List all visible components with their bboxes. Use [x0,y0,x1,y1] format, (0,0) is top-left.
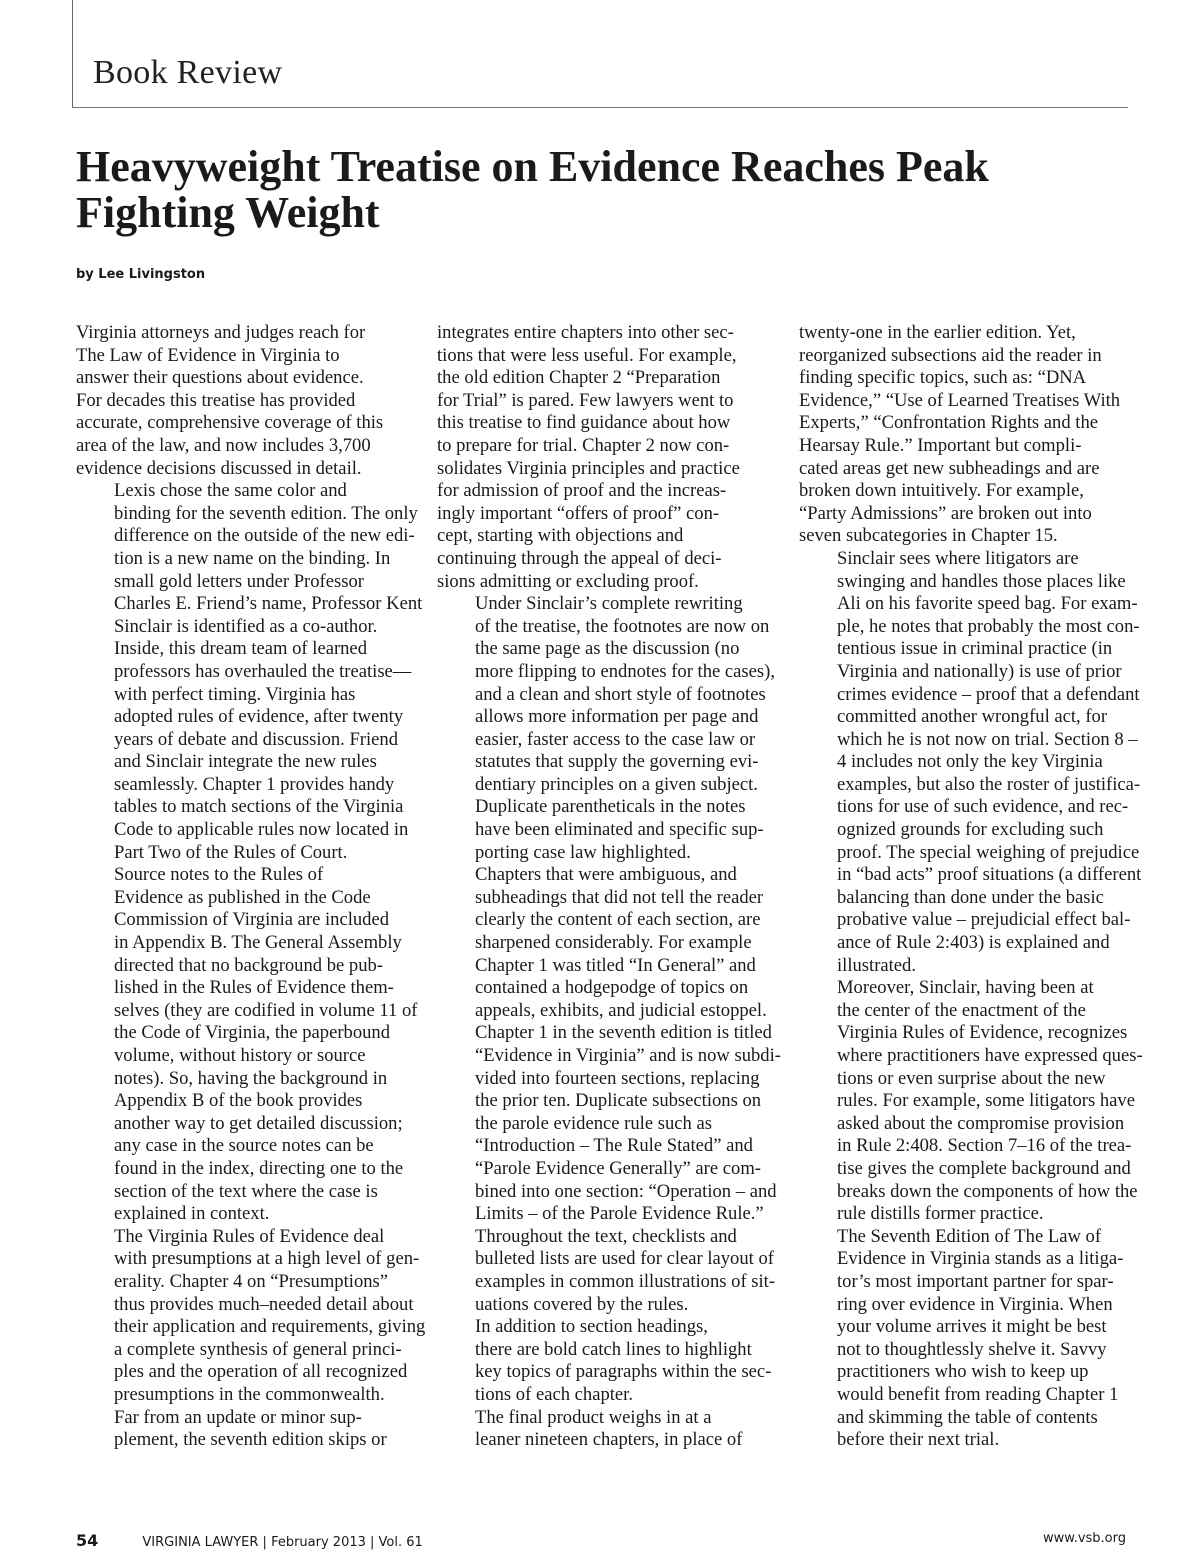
text-line: tion is a new name on the binding. In [114,547,391,569]
text-line: dentiary principles on a given subject. [475,773,758,795]
text-line: evidence decisions discussed in detail. [76,457,362,479]
article-paragraph [437,864,781,1226]
text-line: Evidence in Virginia stands as a litiga- [837,1248,1124,1270]
text-line: tions or even surprise about the new [837,1067,1106,1089]
text-line: asked about the compromise provision [837,1112,1125,1134]
text-line: of the treatise, the footnotes are now on [475,615,770,637]
website-url: www.vsb.org [1042,1531,1126,1546]
text-line: tentious issue in criminal practice (in [837,638,1113,660]
text-line: ognized grounds for excluding such [837,819,1104,841]
text-line: 4 includes not only the key Virginia [837,751,1103,773]
text-line: bined into one section: “Operation – and [475,1180,777,1202]
article-byline: by Lee Livingston [76,267,206,282]
text-line: in Rule 2:408. Section 7–16 of the trea- [837,1135,1132,1157]
text-line: erality. Chapter 4 on “Presumptions” [114,1270,389,1292]
text-line: Commission of Virginia are included [114,909,390,931]
text-line: plement, the seventh edition skips or [114,1429,387,1451]
text-line: Inside, this dream team of learned [114,638,367,660]
text-line: Evidence as published in the Code [114,886,371,908]
text-line: small gold letters under Professor [114,570,364,592]
text-line: broken down intuitively. For example, [799,480,1084,502]
text-line: Moreover, Sinclair, having been at [837,977,1094,999]
text-line: seamlessly. Chapter 1 provides handy [114,773,395,795]
text-line: ring over evidence in Virginia. When [837,1293,1113,1315]
text-line: rule distills former practice. [837,1203,1044,1225]
text-line: “Evidence in Virginia” and is now subdi- [475,1045,781,1066]
article-paragraph [76,864,418,1226]
text-line: directed that no background be pub- [114,954,384,976]
text-line: illustrated. [837,954,917,976]
article-paragraph [437,1225,776,1316]
text-line: Part Two of the Rules of Court. [114,841,348,863]
text-line: the Code of Virginia, the paperbound [114,1022,391,1044]
header-horizontal-rule [72,107,1128,108]
text-line: The Seventh Edition of The Law of [837,1225,1102,1247]
text-line: lished in the Rules of Evidence them- [114,977,394,999]
article-paragraph [799,322,1129,548]
text-line: Lexis chose the same color and [114,480,347,502]
text-line: and skimming the table of contents [837,1406,1098,1428]
text-line: vided into fourteen sections, replacing [475,1067,760,1089]
article-paragraph [437,322,767,593]
article-paragraph [437,1407,767,1452]
text-line: leaner nineteen chapters, in place of [475,1429,743,1451]
text-line: where practitioners have expressed ques- [837,1045,1143,1066]
text-line: more flipping to endnotes for the cases), [475,660,775,682]
article-paragraph [76,1407,406,1452]
text-line: contained a hodgepodge of topics on [475,977,749,999]
text-line: Sinclair sees where litigators are [837,547,1079,569]
article-paragraph [799,1226,1129,1452]
header-vertical-rule [72,0,73,108]
text-line: statutes that supply the governing evi- [475,751,759,773]
article-column-2 [437,322,781,1452]
text-line: selves (they are codified in volume 11 of [114,999,418,1021]
text-line: Chapter 1 in the seventh edition is titled [475,1022,772,1044]
text-line: Experts,” “Confrontation Rights and the [799,412,1098,434]
text-line: clearly the content of each section, are [475,909,761,931]
text-line: The Virginia Rules of Evidence deal [114,1225,385,1247]
text-line: cated areas get new subheadings and are [799,457,1100,479]
text-line: have been eliminated and specific sup- [475,819,764,841]
text-line: the center of the enactment of the [837,999,1086,1021]
article-paragraph [76,638,412,864]
text-line: twenty-one in the earlier edition. Yet, [799,322,1076,343]
text-line: uations covered by the rules. [475,1293,689,1315]
text-line: Charles E. Friend’s name, Professor Kent [114,593,423,615]
article-paragraph [437,1316,772,1406]
text-line: probative value – prejudicial effect bal- [837,909,1131,931]
text-line: integrates entire chapters into other sec- [437,322,734,343]
text-line: seven subcategories in Chapter 15. [799,525,1058,547]
text-line: finding specific topics, such as: “DNA [799,367,1087,389]
text-line: any case in the source notes can be [114,1135,374,1157]
article-paragraph [799,547,1142,977]
text-line: would benefit from reading Chapter 1 [837,1383,1119,1405]
page-footer-left [76,1531,423,1550]
text-line: accurate, comprehensive coverage of this [76,412,384,434]
text-line: ples and the operation of all recognized [114,1361,408,1383]
text-line: Chapter 1 was titled “In General” and [475,954,756,976]
text-line: crimes evidence – proof that a defendant [837,683,1140,705]
text-line: Virginia Rules of Evidence, recognizes [837,1022,1128,1044]
text-line: tor’s most important partner for spar- [837,1270,1114,1292]
text-line: answer their questions about evidence. [76,367,364,389]
text-line: and Sinclair integrate the new rules [114,751,377,773]
text-line: breaks down the components of how the [837,1180,1138,1202]
text-line: for Trial” is pared. Few lawyers went to [437,389,734,411]
text-line: swinging and handles those places like [837,570,1126,592]
text-line: the parole evidence rule such as [475,1112,712,1134]
text-line: subheadings that did not tell the reader [475,886,764,908]
text-line: ple, he notes that probably the most con- [837,615,1140,637]
text-line: reorganized subsections aid the reader in [799,344,1102,366]
text-line: years of debate and discussion. Friend [114,728,398,750]
text-line: presumptions in the commonwealth. [114,1383,385,1405]
text-line: continuing through the appeal of deci- [437,547,722,569]
article-column-1 [76,322,426,1452]
text-line: Appendix B of the book provides [114,1090,363,1112]
article-paragraph [76,1225,426,1407]
article-column-3 [799,322,1143,1452]
text-line: Chapters that were ambiguous, and [475,864,737,886]
text-line: the prior ten. Duplicate subsections on [475,1090,762,1112]
text-line: key topics of paragraphs within the sec- [475,1361,772,1383]
publication-info: VIRGINIA LAWYER | February 2013 | Vol. 61 [142,1535,423,1550]
text-line: this treatise to find guidance about how [437,412,731,434]
text-line: balancing than done under the basic [837,886,1104,908]
text-line: “Parole Evidence Generally” are com- [475,1157,761,1179]
text-line: committed another wrongful act, for [837,706,1108,728]
text-line: practitioners who wish to keep up [837,1361,1089,1383]
text-line: which he is not now on trial. Section 8 – [837,728,1138,750]
text-line: tables to match sections of the Virginia [114,796,404,818]
text-line: their application and requirements, giving [114,1316,426,1338]
text-line: allows more information per page and [475,706,759,728]
text-line: in “bad acts” proof situations (a different [837,864,1142,886]
text-line: “Party Admissions” are broken out into [799,502,1092,524]
text-line: and a clean and short style of footnotes [475,683,766,705]
text-line: sions admitting or excluding proof. [437,570,699,592]
text-line: with presumptions at a high level of gen- [114,1248,420,1270]
text-line: Under Sinclair’s complete rewriting [475,593,743,615]
text-line: the same page as the discussion (no [475,638,740,660]
text-line: examples, but also the roster of justifica- [837,773,1141,795]
text-line: bulleted lists are used for clear layout of [475,1248,774,1270]
text-line: rules. For example, some litigators have [837,1090,1135,1112]
text-line: Far from an update or minor sup- [114,1406,362,1428]
text-line: For decades this treatise has provided [76,389,356,411]
text-line: Sinclair is identified as a co-author. [114,615,378,637]
text-line: a complete synthesis of general princi- [114,1338,402,1360]
text-line: Code to applicable rules now located in [114,819,409,841]
text-line: with perfect timing. Virginia has [114,683,356,705]
text-line: professors has overhauled the treatise— [114,660,412,682]
text-line: Virginia attorneys and judges reach for [76,322,366,343]
text-line: before their next trial. [837,1429,1000,1451]
text-line: explained in context. [114,1203,270,1225]
text-line: proof. The special weighing of prejudice [837,841,1140,863]
article-paragraph [76,322,406,480]
text-line: in Appendix B. The General Assembly [114,932,402,954]
text-line: In addition to section headings, [475,1316,708,1338]
text-line: Virginia and nationally) is use of prior [837,660,1122,682]
text-line: “Introduction – The Rule Stated” and [475,1135,753,1157]
text-line: binding for the seventh edition. The only [114,502,418,524]
text-line: Limits – of the Parole Evidence Rule.” [475,1203,764,1225]
text-line: tions that were less useful. For example, [437,344,737,366]
article-title: Heavyweight Treatise on Evidence Reaches Peak Fighting Weight [76,142,989,237]
text-line: ance of Rule 2:403) is explained and [837,932,1110,954]
text-line: ingly important “offers of proof” con- [437,502,720,524]
text-line: the old edition Chapter 2 “Preparation [437,367,721,389]
text-line: your volume arrives it might be best [837,1316,1107,1338]
text-line: volume, without history or source [114,1045,366,1066]
text-line: to prepare for trial. Chapter 2 now con- [437,434,730,456]
text-line: section of the text where the case is [114,1180,378,1202]
text-line: appeals, exhibits, and judicial estoppel. [475,999,767,1021]
text-line: sharpened considerably. For example [475,932,752,954]
text-line: for admission of proof and the increas- [437,480,727,502]
text-line: easier, faster access to the case law or [475,728,756,750]
text-line: found in the index, directing one to the [114,1157,404,1179]
text-line: examples in common illustrations of sit- [475,1270,776,1292]
text-line: tions of each chapter. [475,1383,633,1405]
article-paragraph [76,480,423,638]
text-line: thus provides much–needed detail about [114,1293,414,1315]
section-label: Book Review [93,54,283,91]
text-line: porting case law highlighted. [475,841,691,863]
text-line: The final product weighs in at a [475,1406,712,1428]
text-line: another way to get detailed discussion; [114,1112,403,1134]
text-line: The Law of Evidence in Virginia to [76,344,340,366]
text-line: notes). So, having the background in [114,1067,388,1089]
text-line: cept, starting with objections and [437,525,684,547]
text-line: there are bold catch lines to highlight [475,1338,752,1360]
text-line: difference on the outside of the new edi- [114,525,415,547]
text-line: area of the law, and now includes 3,700 [76,434,371,456]
text-line: solidates Virginia principles and practice [437,457,740,479]
text-line: not to thoughtlessly shelve it. Savvy [837,1338,1107,1360]
text-line: Hearsay Rule.” Important but compli- [799,434,1082,456]
text-line: Throughout the text, checklists and [475,1225,737,1247]
text-line: tise gives the complete background and [837,1157,1131,1179]
text-line: Ali on his favorite speed bag. For exam- [837,593,1138,615]
text-line: tions for use of such evidence, and rec- [837,796,1129,818]
article-paragraph [799,977,1143,1226]
text-line: Source notes to the Rules of [114,864,324,886]
article-paragraph [437,593,775,864]
text-line: Evidence,” “Use of Learned Treatises With [799,389,1121,411]
text-line: Duplicate parentheticals in the notes [475,796,746,818]
page-number: 54 [76,1531,99,1550]
text-line: adopted rules of evidence, after twenty [114,706,404,728]
